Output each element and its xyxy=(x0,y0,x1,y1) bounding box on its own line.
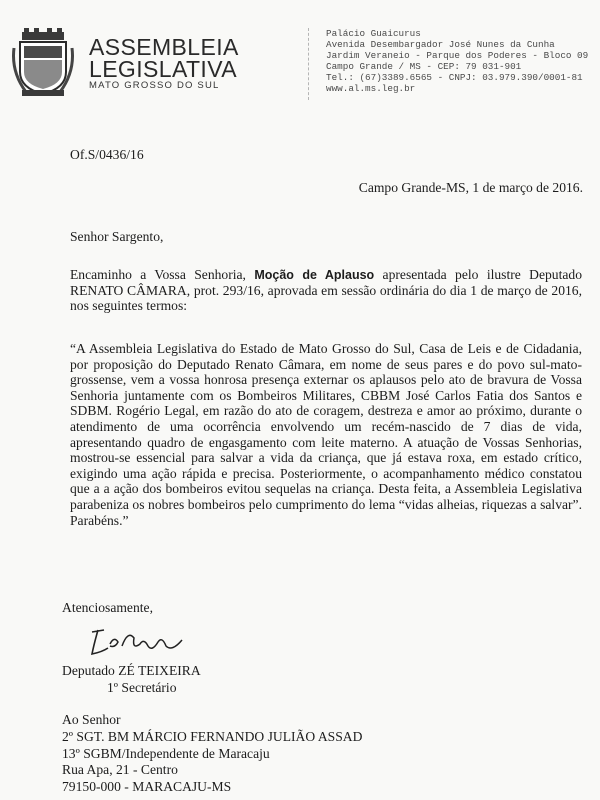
document-reference: Of.S/0436/16 xyxy=(70,147,144,162)
recipient-line: 13º SGBM/Independente de Maracaju xyxy=(62,745,270,761)
handwritten-signature xyxy=(88,622,188,658)
intro-paragraph xyxy=(70,267,582,313)
date-line: Campo Grande-MS, 1 de março de 2016. xyxy=(358,180,583,195)
coat-of-arms-icon xyxy=(12,28,74,98)
intro-text-after: apresentada pelo ilustre Deputado RENATO CÂMARA, prot. 293/16, aprovada em sessão ordinária do dia 1 de março de 2016, nos seguintes termos: xyxy=(70,267,582,313)
assembly-name-line2: LEGISLATIVA xyxy=(89,56,237,82)
recipient-line: 2º SGT. BM MÁRCIO FERNANDO JULIÃO ASSAD xyxy=(62,728,363,744)
assembly-name-line1: ASSEMBLEIA xyxy=(89,34,239,60)
address-line: www.al.ms.leg.br xyxy=(326,83,416,94)
intro-text-before: Encaminho a Vossa Senhoria, xyxy=(70,267,255,282)
recipient-line: Rua Apa, 21 - Centro xyxy=(62,762,178,778)
signatory-title: 1º Secretário xyxy=(107,680,177,695)
signatory-name: Deputado ZÉ TEIXEIRA xyxy=(62,663,201,678)
address-line: Avenida Desembargador José Nunes da Cunha xyxy=(326,39,555,50)
salutation: Senhor Sargento, xyxy=(70,229,164,244)
assembly-state: MATO GROSSO DO SUL xyxy=(89,80,220,91)
address-line: Palácio Guaicurus xyxy=(326,28,421,39)
recipient-line: 79150-000 - MARACAJU-MS xyxy=(62,779,232,795)
assembly-name xyxy=(89,36,239,80)
closing: Atenciosamente, xyxy=(62,600,153,615)
address-line: Campo Grande / MS - CEP: 79 031-901 xyxy=(326,61,522,72)
recipient-block xyxy=(62,712,362,796)
address-line: Tel.: (67)3389.6565 - CNPJ: 03.979.390/0001-81 xyxy=(326,72,583,83)
motion-title: Moção de Aplauso xyxy=(254,268,375,282)
recipient-line: Ao Senhor xyxy=(62,712,121,727)
address-line: Jardim Veraneio - Parque dos Poderes - Bloco 09 xyxy=(326,50,589,61)
address-block xyxy=(308,28,598,100)
motion-quote: “A Assembleia Legislativa do Estado de Mato Grosso do Sul, Casa de Leis e de Cidadania, por proposição do Deputado Renato Câmara, em nome de seus pares e do povo sul-mato-grossense, vem a vossa honrosa presença externar os aplausos pelo ato de bravura de Vossa Senhoria juntamente com os Bombeiros Militares, CBBM José Carlos Fatia dos Santos e SDBM. Rogério Legal, em razão do ato de coragem, destreza e amor ao próximo, durante o atendimento de uma ocorrência envolvendo um recém-nascido de 7 dias de vida, apresentando quadro de engasgamento com leite materno. A atuação de Vossas Senhorias, mostrou-se essencial para salvar a vida da criança, que já estava roxa, em estado crítico, exigindo uma ação rápida e precisa. Posteriormente, o acompanhamento médico constatou que a a ação dos bombeiros evitou sequelas na criança. Desta feita, a Assembleia Legislativa parabeniza os nobres bombeiros pelo cumprimento do lema “vidas alheias, riquezas a salvar”. Parabéns.” xyxy=(70,341,582,528)
